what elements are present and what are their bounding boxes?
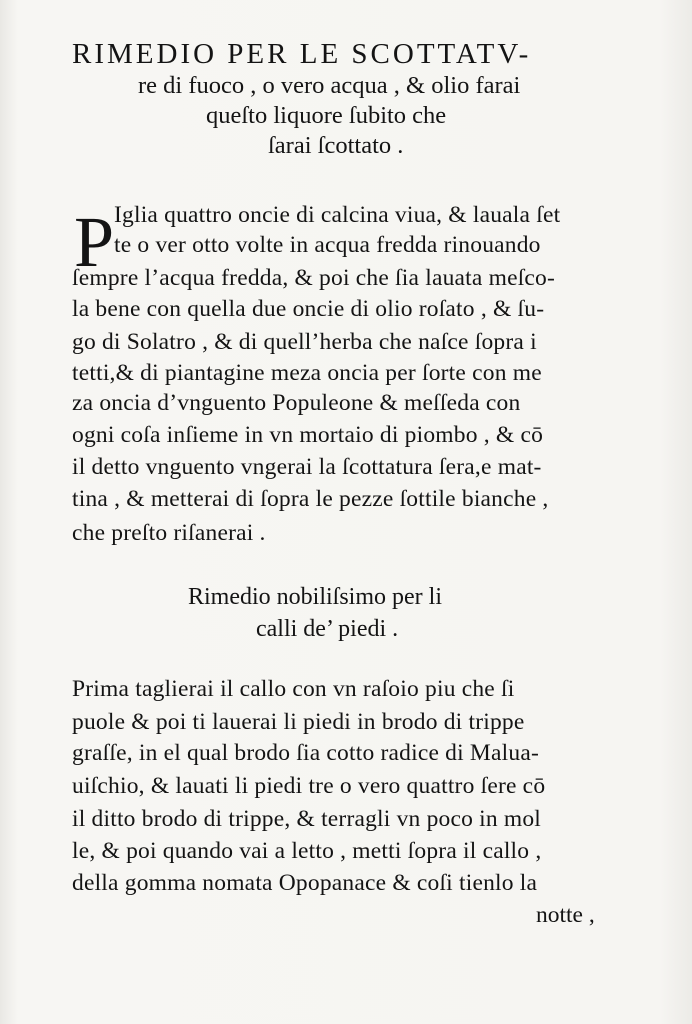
section-2-body-line: della gomma nomata Opopanace & coſi tienlo la — [72, 870, 538, 896]
section-1-body-line: che preſto riſanerai . — [72, 520, 266, 546]
section-2-body-line: Prima taglierai il callo con vn raſoio piu che ſi — [72, 676, 515, 702]
section-1-body-line: za oncia d’vnguento Populeone & meſſeda con — [72, 390, 521, 416]
section-1-heading-line: re di fuoco , o vero acqua , & olio farai — [138, 72, 521, 99]
section-1-body-line: tetti,& di piantagine meza oncia per ſorte con me — [72, 360, 542, 386]
section-1-title: RIMEDIO PER LE SCOTTATV- — [72, 38, 532, 70]
section-1-body-line: tina , & metterai di ſopra le pezze ſottile bianche , — [72, 486, 549, 512]
section-1-body-line: Iglia quattro oncie di calcina viua, & lauala ſet — [114, 202, 561, 228]
section-2-title: Rimedio nobiliſsimo per li — [188, 584, 442, 610]
section-1-body-line: ſempre l’acqua fredda, & poi che ſia lauata meſco- — [72, 265, 556, 291]
section-1-body-line: go di Solatro , & di quell’herba che naſce ſopra i — [72, 329, 537, 355]
section-1-body-line: ogni coſa inſieme in vn mortaio di piombo , & cō — [72, 422, 544, 448]
section-2-body-line: le, & poi quando vai a letto , metti ſopra il callo , — [72, 838, 542, 864]
section-1-body-line: te o ver otto volte in acqua fredda rinouando — [114, 232, 541, 258]
section-2-body-line: il ditto brodo di trippe, & terragli vn poco in mol — [72, 806, 542, 832]
section-1-body-line: la bene con quella due oncie di olio roſato , & ſu- — [72, 296, 545, 322]
section-2-body-line: graſſe, in el qual brodo ſia cotto radice di Malua- — [72, 740, 539, 766]
section-1-body-line: il detto vnguento vngerai la ſcottatura ſera,e mat- — [72, 454, 542, 480]
section-1-heading-line: queſto liquore ſubito che — [206, 102, 447, 129]
drop-cap-letter: P — [74, 202, 115, 282]
section-1-heading-line: ſarai ſcottato . — [268, 132, 404, 159]
section-2-body-line: puole & poi ti lauerai li piedi in brodo di trippe — [72, 709, 525, 735]
section-2-body-line: uiſchio, & lauati li piedi tre o vero quattro ſere cō — [72, 773, 546, 799]
section-2-title-line: calli de’ piedi . — [256, 616, 399, 642]
catchword: notte , — [536, 902, 595, 928]
